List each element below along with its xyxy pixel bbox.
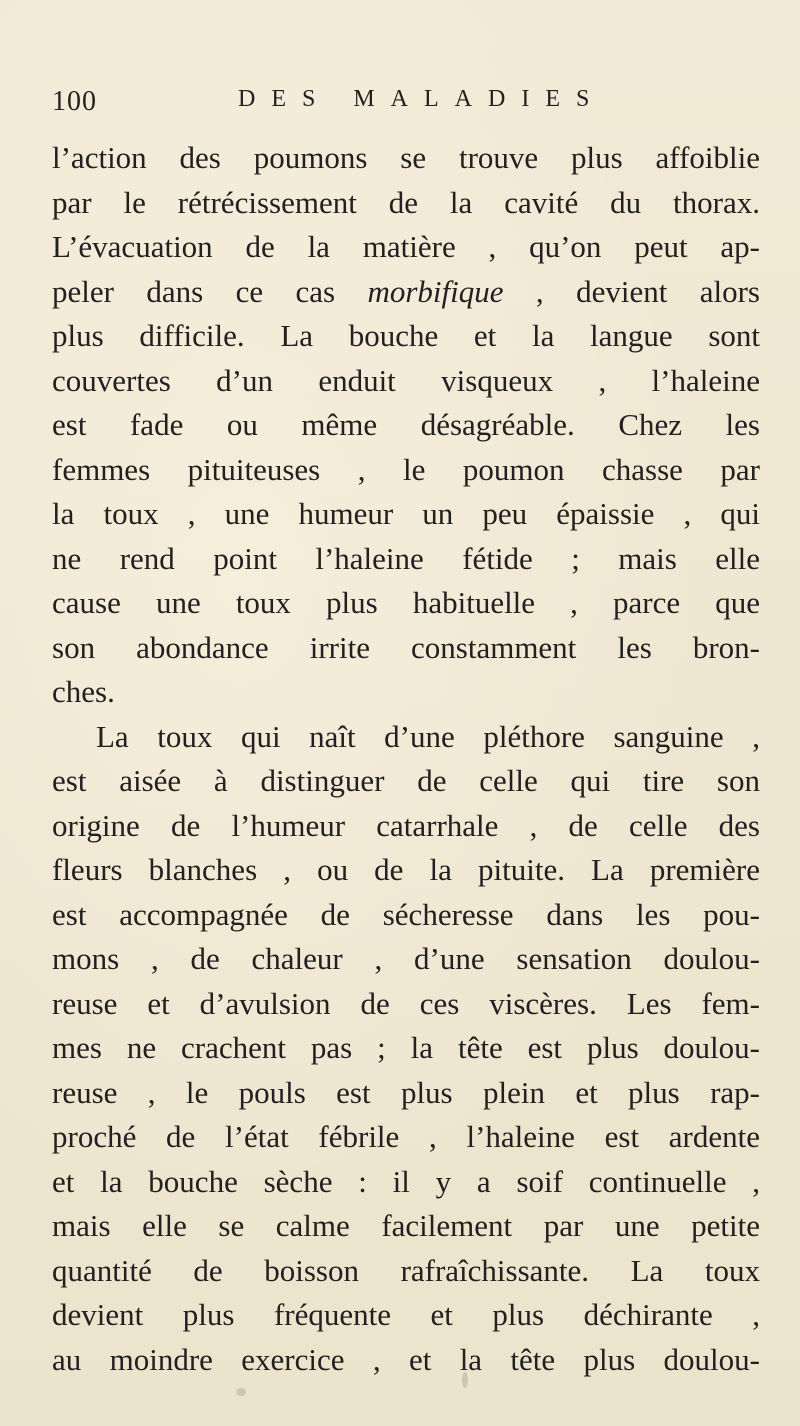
- text-line: ne rend point l’haleine fétide ; mais elle: [52, 540, 760, 576]
- text-line: cause une toux plus habituelle , parce que: [52, 585, 760, 620]
- page-number: 100: [52, 86, 97, 117]
- ink-smudge: [462, 1372, 468, 1388]
- text-line: proché de l’état fébrile , l’haleine est ardente: [52, 1119, 760, 1154]
- text-line: [52, 270, 760, 315]
- text-line: origine de l’humeur catarrhale , de celle des: [52, 807, 760, 843]
- text-line: son abondance irrite constamment les bron-: [52, 629, 760, 665]
- text-segment: peler dans ce cas: [52, 273, 368, 309]
- italic-term: morbifique: [367, 273, 504, 309]
- text-line: quantité de boisson rafraîchissante. La toux: [52, 1252, 760, 1288]
- text-line: mons , de chaleur , d’une sensation doulou-: [52, 941, 760, 976]
- text-line: est accompagnée de sécheresse dans les pou-: [52, 896, 760, 932]
- text-line: couvertes d’un enduit visqueux , l’haleine: [52, 362, 760, 398]
- text-line: plus difficile. La bouche et la langue sont: [52, 318, 760, 353]
- text-line: la toux , une humeur un peu épaissie , qui: [52, 496, 760, 531]
- text-line: fleurs blanches , ou de la pituite. La première: [52, 852, 760, 887]
- body-text: [52, 136, 760, 1382]
- text-line: est aisée à distinguer de celle qui tire son: [52, 763, 760, 798]
- text-line: et la bouche sèche : il y a soif continuelle ,: [52, 1163, 760, 1199]
- text-line: devient plus fréquente et plus déchirante ,: [52, 1297, 760, 1332]
- text-line: au moindre exercice , et la tête plus doulou-: [52, 1341, 760, 1377]
- running-head: [52, 86, 612, 126]
- text-line: L’évacuation de la matière , qu’on peut ap-: [52, 229, 760, 264]
- text-line: l’action des poumons se trouve plus affoiblie: [52, 140, 760, 175]
- text-line: mes ne crachent pas ; la tête est plus doulou-: [52, 1030, 760, 1065]
- paragraph-start-line: La toux qui naît d’une pléthore sanguine ,: [96, 718, 760, 754]
- text-line: reuse et d’avulsion de ces viscères. Les fem-: [52, 985, 760, 1021]
- running-title: DES MALADIES: [238, 86, 606, 112]
- text-line: par le rétrécissement de la cavité du thorax.: [52, 184, 760, 220]
- ink-smudge: [236, 1388, 246, 1396]
- text-line: reuse , le pouls est plus plein et plus rap-: [52, 1074, 760, 1110]
- text-line: femmes pituiteuses , le poumon chasse par: [52, 451, 760, 487]
- text-segment: , devient alors: [503, 273, 760, 309]
- text-line: ches.: [52, 674, 115, 709]
- text-line: mais elle se calme facilement par une petite: [52, 1208, 760, 1243]
- text-line: est fade ou même désagréable. Chez les: [52, 407, 760, 442]
